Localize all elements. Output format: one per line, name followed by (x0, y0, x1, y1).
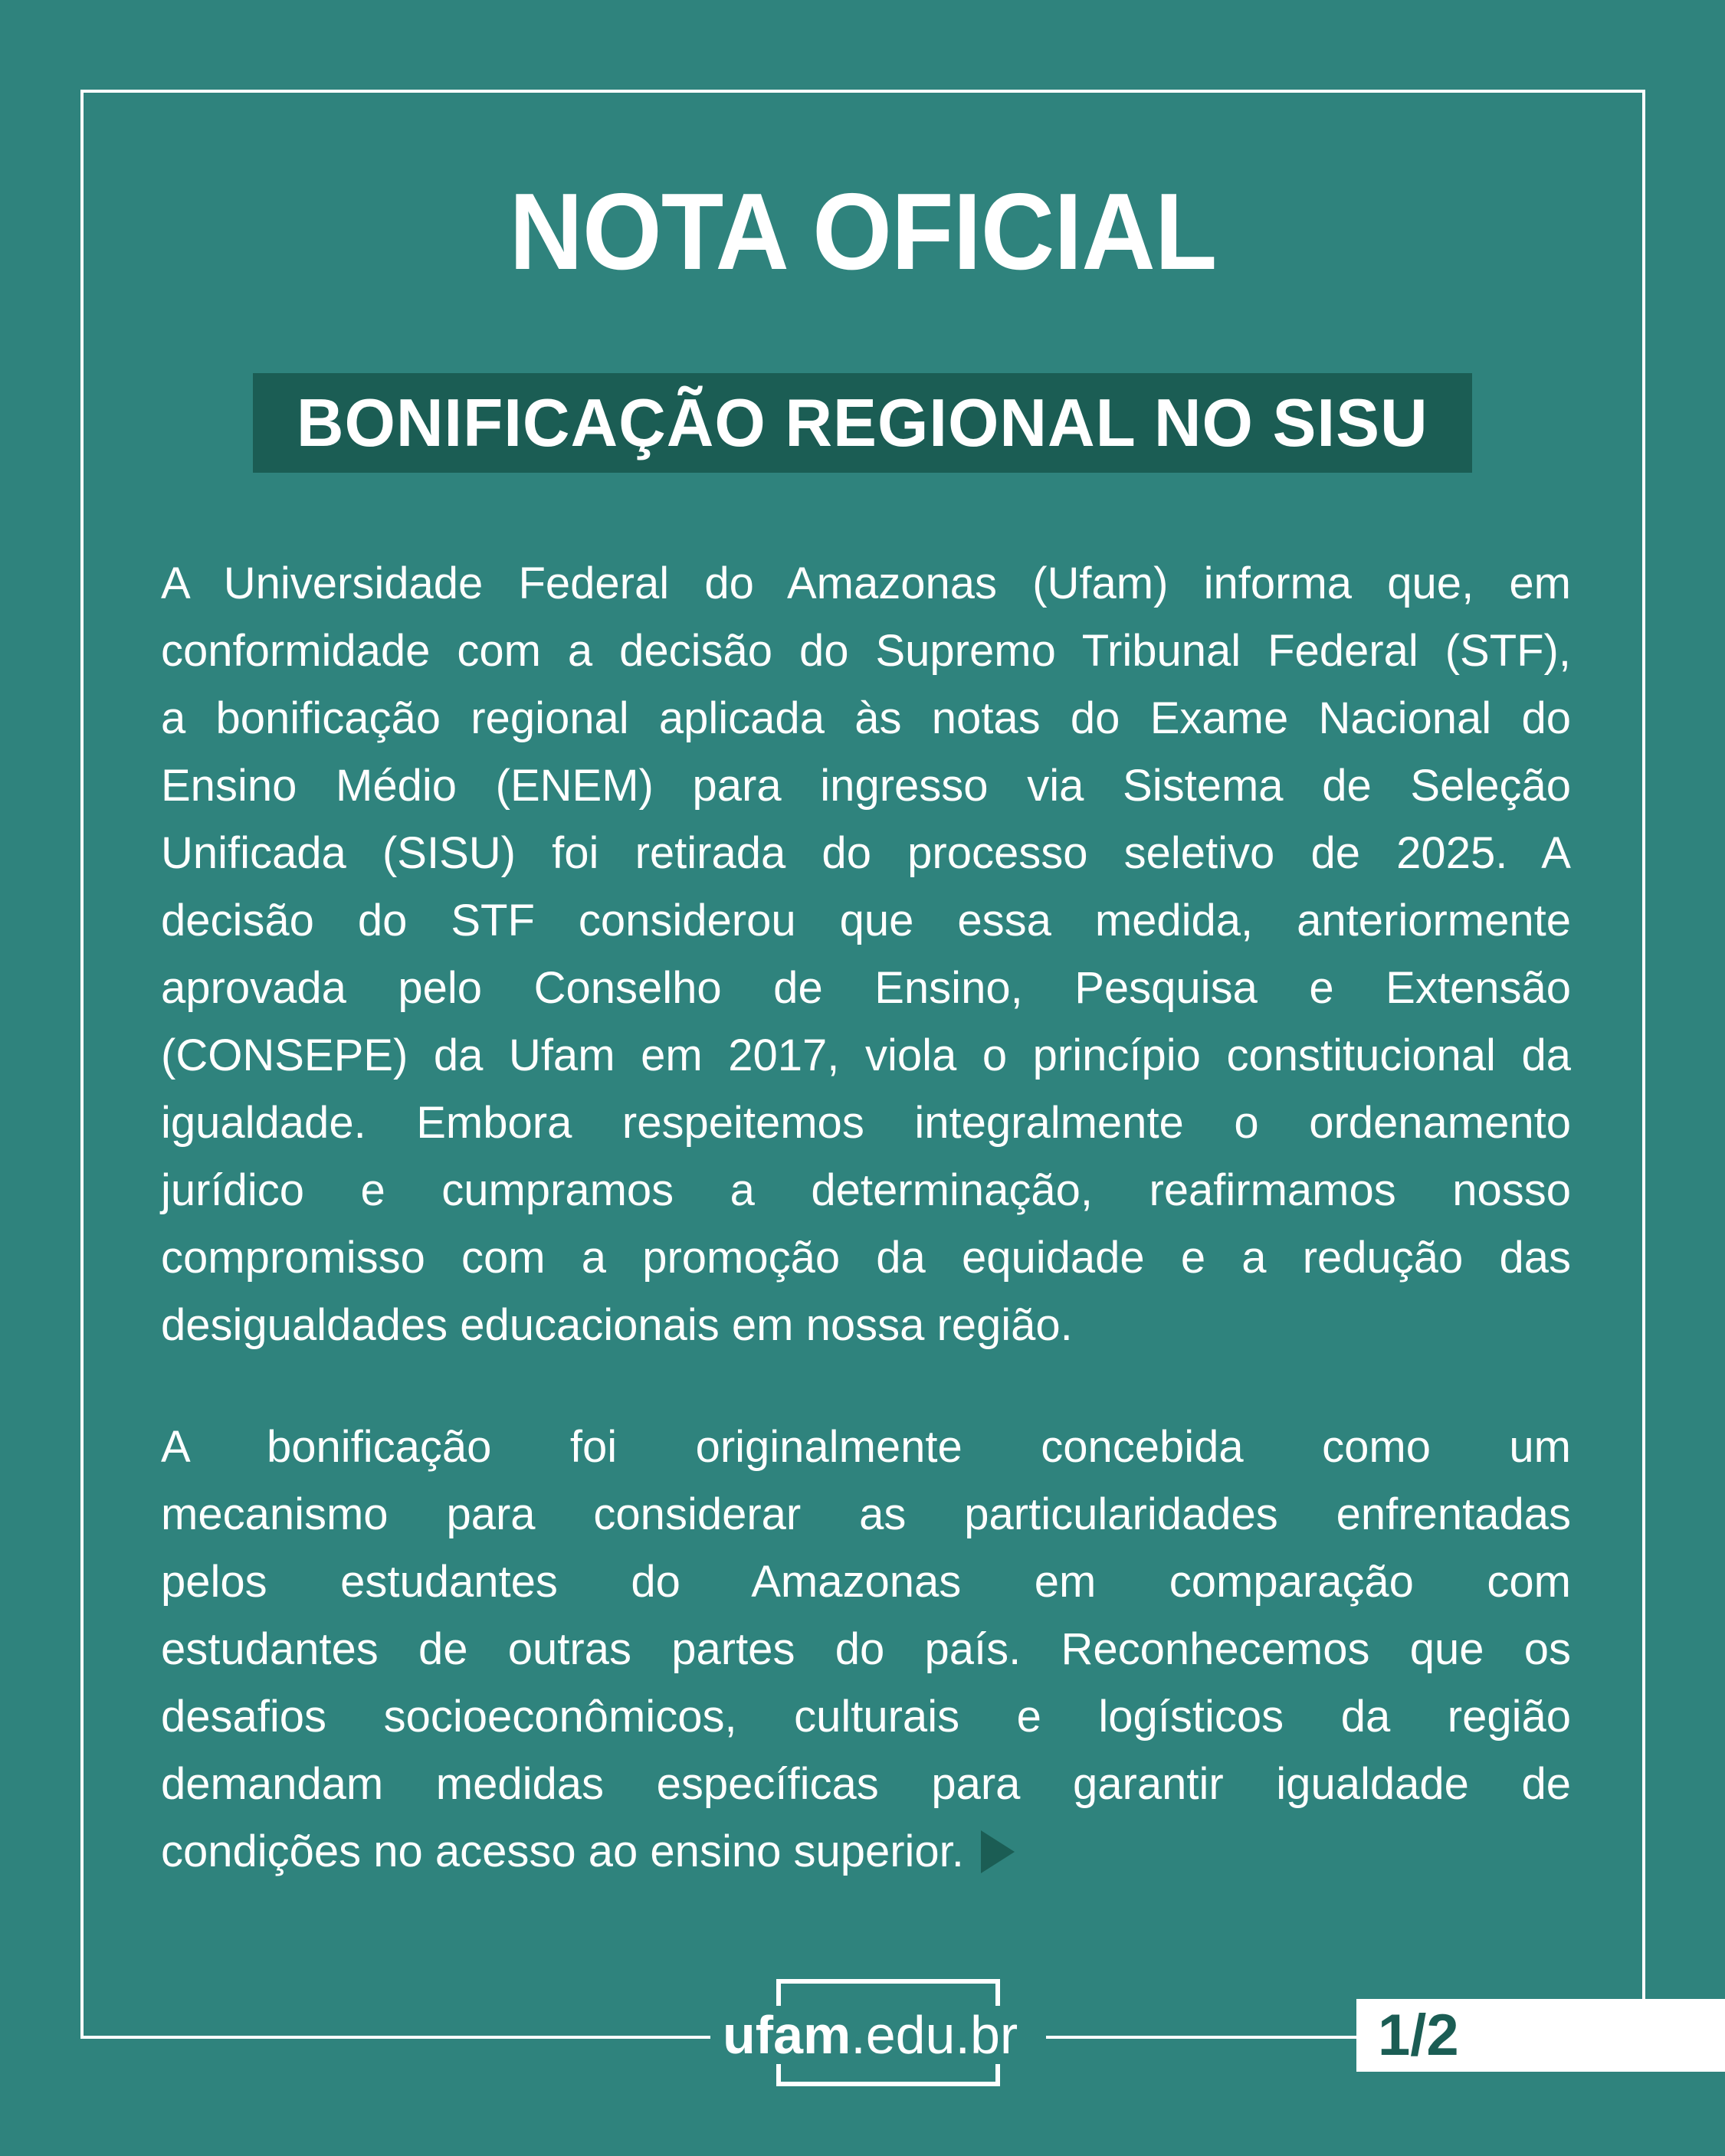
page-title-text: NOTA OFICIAL (509, 171, 1217, 293)
frame-border-bottom-connector (1046, 2036, 1356, 2039)
text-line: conformidade com a decisão do Supremo Tribunal Federal (STF), (161, 626, 1571, 676)
text-line: mecanismo para considerar as particularidades enfrentadas (161, 1489, 1571, 1539)
text-line: desafios socioeconômicos, culturais e logísticos da região (161, 1692, 1571, 1742)
text-line: estudantes de outras partes do país. Reconhecemos que os (161, 1624, 1571, 1674)
frame-border-right (1642, 90, 1645, 1999)
text-line: A bonificação foi originalmente concebida como um (161, 1422, 1571, 1472)
subject-banner (253, 373, 1472, 473)
page-indicator (1356, 1999, 1725, 2072)
ufam-site-url (710, 2006, 1030, 2064)
text-line: igualdade. Embora respeitemos integralmente o ordenamento (161, 1098, 1571, 1148)
text-line: aprovada pelo Conselho de Ensino, Pesquisa e Extensão (161, 963, 1571, 1013)
text-line: a bonificação regional aplicada às notas do Exame Nacional do (161, 693, 1571, 743)
frame-border-bottom-left-segment (80, 2036, 776, 2039)
subject-banner-label: BONIFICAÇÃO REGIONAL NO SISU (297, 385, 1428, 460)
ufam-site-url-domain: .edu.br (851, 2005, 1018, 2065)
text-line: Unificada (SISU) foi retirada do processo seletivo de 2025. A (161, 828, 1571, 878)
body-paragraph-1 (161, 550, 1571, 1359)
text-line: demandam medidas específicas para garantir igualdade de (161, 1759, 1571, 1809)
page-title (80, 171, 1645, 293)
text-line: pelos estudantes do Amazonas em comparação com (161, 1557, 1571, 1607)
frame-border-left (80, 90, 84, 2039)
text-line: desigualdades educacionais em nossa região. (161, 1300, 1073, 1350)
text-line: compromisso com a promoção da equidade e a redução das (161, 1233, 1571, 1283)
page-indicator-value: 1/2 (1378, 2003, 1459, 2068)
ufam-site-url-bold: ufam (723, 2005, 851, 2065)
frame-border-top (80, 90, 1645, 93)
text-line: A Universidade Federal do Amazonas (Ufam) informa que, em (161, 559, 1571, 608)
text-line: Ensino Médio (ENEM) para ingresso via Sistema de Seleção (161, 761, 1571, 811)
text-line: condições no acesso ao ensino superior. (161, 1818, 1571, 1886)
text-line: (CONSEPE) da Ufam em 2017, viola o princípio constitucional da (161, 1030, 1571, 1080)
play-arrow-icon (981, 1830, 1015, 1873)
text-line: decisão do STF considerou que essa medida, anteriormente (161, 896, 1571, 945)
body-paragraph-2 (161, 1414, 1571, 1886)
text-line: jurídico e cumpramos a determinação, reafirmamos nosso (161, 1165, 1571, 1215)
